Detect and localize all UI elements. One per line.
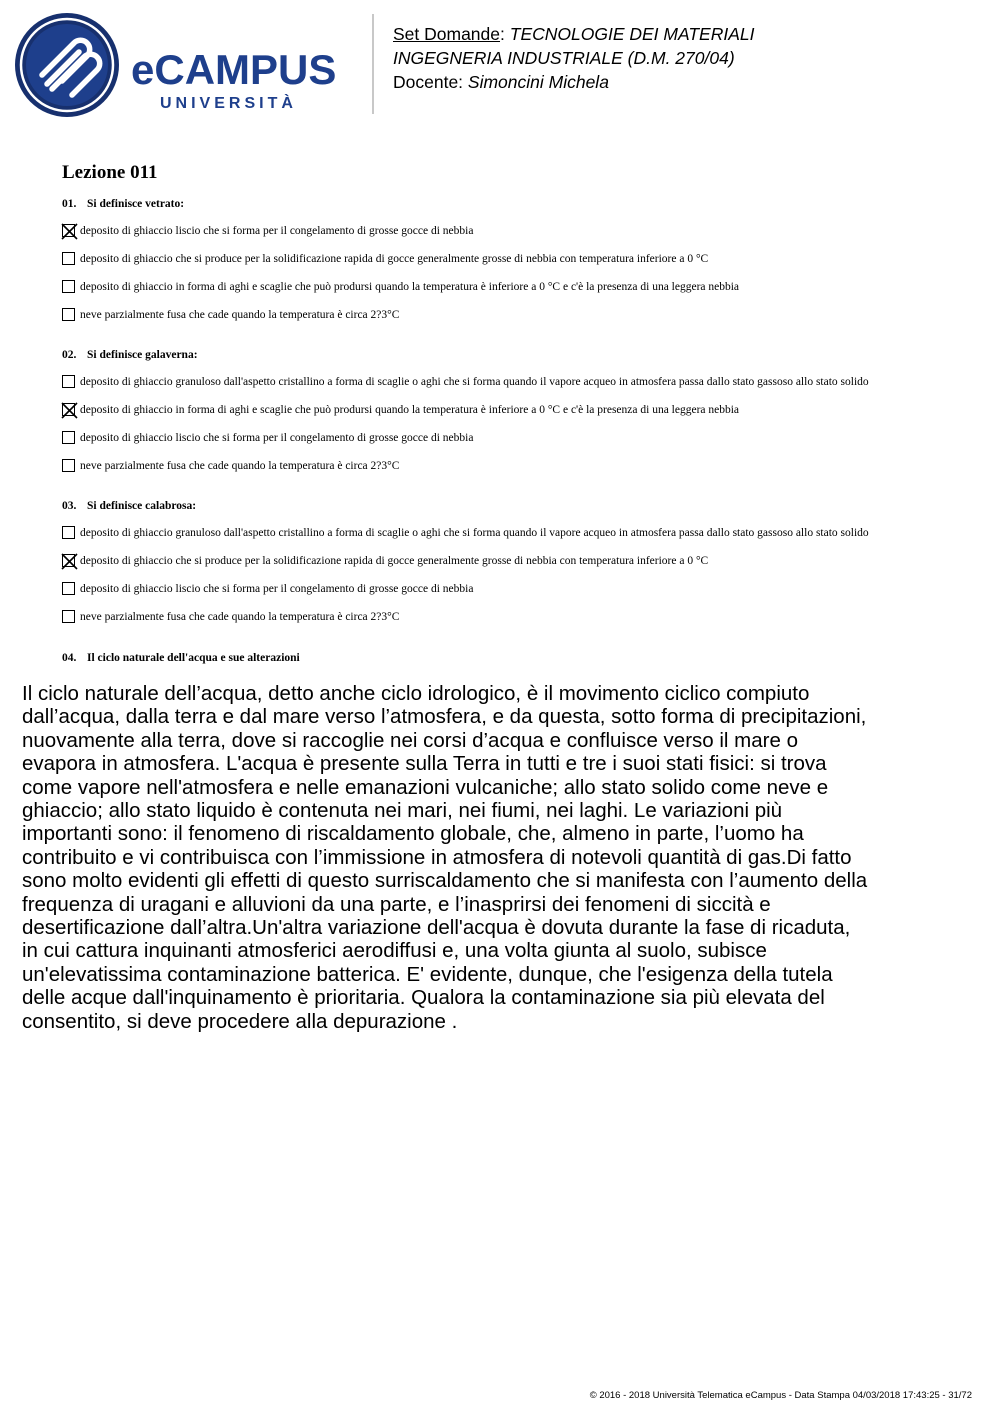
checkbox-checked[interactable] <box>62 554 75 567</box>
set-separator: : <box>500 24 510 44</box>
header-info <box>393 22 754 94</box>
answer-line: desertificazione dall’altra.Un'altra variazione dell'acqua è dovuta durante la fase di ricaduta, <box>22 916 851 940</box>
checkbox[interactable] <box>62 610 75 623</box>
answer-line: delle acque dall'inquinamento è prioritaria. Qualora la contaminazione sia più elevata del <box>22 986 825 1010</box>
header-divider <box>372 14 374 114</box>
question-text: Si definisce vetrato: <box>87 198 185 210</box>
answer-option-label: neve parzialmente fusa che cade quando la temperatura è circa 2?3°C <box>80 460 400 472</box>
answer-text <box>22 682 998 1033</box>
logo-wordmark: eCAMPUS <box>131 46 337 93</box>
question-text: Si definisce calabrosa: <box>87 500 197 512</box>
question-number: 02. <box>62 349 77 361</box>
question-number: 04. <box>62 652 77 664</box>
question-title <box>62 198 184 210</box>
question-number: 03. <box>62 500 77 512</box>
lesson-title: Lezione 011 <box>62 162 158 183</box>
checkbox[interactable] <box>62 252 75 265</box>
checkbox[interactable] <box>62 582 75 595</box>
answer-option-label: deposito di ghiaccio granuloso dall'aspetto cristallino a forma di scaglie o aghi che si forma quando il vapore acqueo in atmosfera passa dallo stato gassoso allo stato solido <box>80 527 869 539</box>
answer-line: come vapore nell'atmosfera e nelle emanazioni vulcaniche; allo stato solido come neve e <box>22 775 829 799</box>
checkbox[interactable] <box>62 308 75 321</box>
answer-option-label: deposito di ghiaccio granuloso dall'aspetto cristallino a forma di scaglie o aghi che si forma quando il vapore acqueo in atmosfera passa dallo stato gassoso allo stato solido <box>80 376 869 388</box>
answer-option-label: neve parzialmente fusa che cade quando la temperatura è circa 2?3°C <box>80 611 400 623</box>
answer-line: sono molto evidenti gli effetti di questo surriscaldamento che si manifesta con l’aumento della <box>22 869 868 893</box>
check-mark-icon <box>61 402 78 419</box>
answer-option-label: deposito di ghiaccio liscio che si forma per il congelamento di grosse gocce di nebbia <box>80 432 474 444</box>
answer-line: nuovamente alla terra, dove si raccoglie nei corsi d’acqua e confluisce verso il mare o <box>22 728 798 752</box>
check-mark-icon <box>61 223 78 240</box>
answer-line: dall’acqua, dalla terra e dal mare verso l’atmosfera, e da questa, sotto forma di precipitazioni, <box>22 705 867 729</box>
checkbox[interactable] <box>62 526 75 539</box>
answer-line: Il ciclo naturale dell’acqua, detto anche ciclo idrologico, è il movimento ciclico compiuto <box>22 682 810 705</box>
answer-line: ghiaccio; allo stato liquido è contenuta nei mari, nei fiumi, nei laghi. Le variazioni più <box>22 799 783 823</box>
answer-option-label: deposito di ghiaccio in forma di aghi e scaglie che può prodursi quando la temperatura è inferiore a 0 °C e c'è la presenza di una leggera nebbia <box>80 404 740 416</box>
question-title <box>62 349 198 361</box>
subject-title: TECNOLOGIE DEI MATERIALI <box>509 24 755 44</box>
ecampus-logo <box>14 12 360 118</box>
answer-option-label: deposito di ghiaccio che si produce per la solidificazione rapida di gocce generalmente grosse di nebbia con temperatura inferiore a 0 °C <box>80 555 709 567</box>
answer-option-label: deposito di ghiaccio in forma di aghi e scaglie che può prodursi quando la temperatura è inferiore a 0 °C e c'è la presenza di una leggera nebbia <box>80 281 740 293</box>
teacher-line <box>393 70 754 94</box>
set-label: Set Domande <box>393 24 501 44</box>
page-header <box>0 0 1000 130</box>
question-title <box>62 652 300 664</box>
answer-line: contribuito e vi contribuisca con l’immissione in atmosfera di notevoli quantità di gas.Di fatto <box>22 845 852 869</box>
question-text: Si definisce galaverna: <box>87 349 198 361</box>
page-footer: © 2016 - 2018 Università Telematica eCampus - Data Stampa 04/03/2018 17:43:25 - 31/72 <box>589 1390 972 1401</box>
answer-option-label: deposito di ghiaccio liscio che si forma per il congelamento di grosse gocce di nebbia <box>80 583 474 595</box>
teacher-label: Docente: <box>393 72 468 92</box>
logo-subtitle: UNIVERSITÀ <box>160 95 297 112</box>
checkbox[interactable] <box>62 431 75 444</box>
teacher-name: Simoncini Michela <box>467 72 609 92</box>
answer-line: importanti sono: il fenomeno di riscaldamento globale, che, almeno in parte, l’uomo ha <box>22 822 804 846</box>
header-set-line <box>393 22 754 46</box>
question-number: 01. <box>62 198 77 210</box>
question-text: Il ciclo naturale dell'acqua e sue alterazioni <box>87 652 300 664</box>
answer-line: consentito, si deve procedere alla depurazione . <box>22 1009 458 1033</box>
answer-option-label: neve parzialmente fusa che cade quando la temperatura è circa 2?3°C <box>80 309 400 321</box>
answer-line: in cui cattura inquinanti atmosferici aerodiffusi e, una volta giunta al suolo, subisce <box>22 939 767 963</box>
checkbox[interactable] <box>62 459 75 472</box>
checkbox[interactable] <box>62 375 75 388</box>
answer-line: un'elevatissima contaminazione batterica. E' evidente, dunque, che l'esigenza della tutela <box>22 962 833 986</box>
answer-line: frequenza di uragani e alluvioni da una parte, e l’inasprirsi dei fenomeni di siccità e <box>22 892 771 916</box>
answer-option-label: deposito di ghiaccio che si produce per la solidificazione rapida di gocce generalmente grosse di nebbia con temperatura inferiore a 0 °C <box>80 253 709 265</box>
course-title: INGEGNERIA INDUSTRIALE (D.M. 270/04) <box>393 48 735 68</box>
checkbox[interactable] <box>62 280 75 293</box>
checkbox-checked[interactable] <box>62 224 75 237</box>
check-mark-icon <box>61 553 78 570</box>
checkbox-checked[interactable] <box>62 403 75 416</box>
question-title <box>62 500 196 512</box>
answer-line: evapora in atmosfera. L'acqua è presente sulla Terra in tutti e tre i suoi stati fisici: si trova <box>22 752 827 776</box>
answer-option-label: deposito di ghiaccio liscio che si forma per il congelamento di grosse gocce di nebbia <box>80 225 474 237</box>
